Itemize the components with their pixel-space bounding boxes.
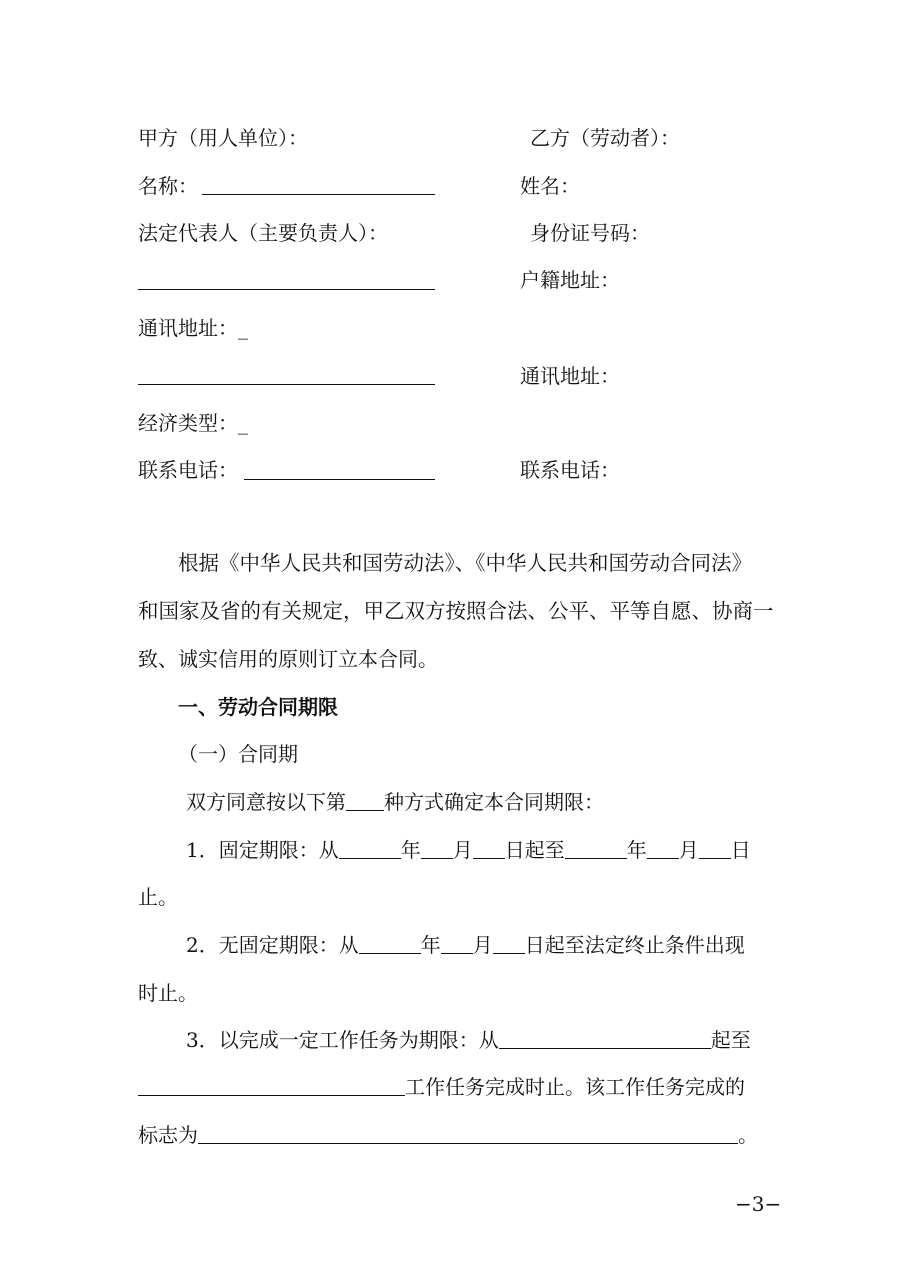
item-1-start-year-blank[interactable] xyxy=(339,840,401,859)
item-3-start-blank[interactable] xyxy=(499,1030,711,1049)
term-choice-text-a: 双方同意按以下第 xyxy=(186,790,346,814)
item-1-text-g: 日 xyxy=(730,838,751,862)
item-2-text-b: 年 xyxy=(420,933,441,957)
item-3-text-e: 。 xyxy=(738,1123,758,1147)
item-2-text-a: 2．无固定期限：从 xyxy=(186,933,359,957)
item-2-text-d: 日起至法定终止条件出现 xyxy=(524,933,745,957)
item-1-start-day-blank[interactable] xyxy=(473,840,505,859)
party-a-addr-label: 通讯地址：_ xyxy=(138,316,248,340)
party-b-addr-label: 通讯地址： xyxy=(520,364,620,388)
item-3-text-c: 工作任务完成时止。该工作任务完成的 xyxy=(405,1075,745,1099)
party-a-phone-label: 联系电话： xyxy=(138,458,238,482)
page-number: −3− xyxy=(735,1192,782,1216)
party-b-phone-label: 联系电话： xyxy=(520,458,620,482)
item-1-text-c: 月 xyxy=(452,838,473,862)
item-2-start-year-blank[interactable] xyxy=(359,935,421,954)
party-a-phone-blank[interactable] xyxy=(244,479,435,480)
intro-line-2: 和国家及省的有关规定，甲乙双方按照合法、公平、平等自愿、协商一 xyxy=(138,599,774,623)
item-2-text-c: 月 xyxy=(472,933,493,957)
item-3-line-3 xyxy=(138,1125,758,1145)
term-choice-blank[interactable] xyxy=(346,792,384,811)
item-1-end-month-blank[interactable] xyxy=(647,840,679,859)
item-1-text-f: 月 xyxy=(678,838,699,862)
item-3-text-d: 标志为 xyxy=(138,1123,198,1147)
item-3-text-a: 3．以完成一定工作任务为期限：从 xyxy=(186,1028,499,1052)
item-1-start-month-blank[interactable] xyxy=(421,840,453,859)
item-1-end-day-blank[interactable] xyxy=(699,840,731,859)
item-2-start-month-blank[interactable] xyxy=(441,935,473,954)
item-1-text-b: 年 xyxy=(400,838,421,862)
item-1-text-e: 年 xyxy=(626,838,647,862)
term-choice-text-b: 种方式确定本合同期限： xyxy=(384,790,604,814)
party-a-rep-label: 法定代表人（主要负责人）： xyxy=(138,221,388,245)
item-1-text-d: 日起至 xyxy=(504,838,565,862)
party-b-household-label: 户籍地址： xyxy=(520,268,620,292)
item-2-continuation: 时止。 xyxy=(138,981,198,1005)
item-2-line xyxy=(186,935,745,955)
party-b-name-label: 姓名： xyxy=(520,174,580,198)
term-choice-line xyxy=(186,792,604,812)
intro-line-1: 根据《中华人民共和国劳动法》、《中华人民共和国劳动合同法》 xyxy=(178,551,752,575)
party-a-econ-label: 经济类型：_ xyxy=(138,411,248,435)
item-3-completion-blank[interactable] xyxy=(198,1125,738,1144)
party-b-heading: 乙方（劳动者）： xyxy=(530,126,680,150)
item-1-line xyxy=(186,840,751,860)
item-3-line xyxy=(186,1030,751,1050)
item-3-end-blank[interactable] xyxy=(138,1077,405,1096)
item-3-text-b: 起至 xyxy=(710,1028,751,1052)
section-1-sub-1: （一）合同期 xyxy=(178,742,298,766)
party-a-name-blank[interactable] xyxy=(202,194,435,195)
section-1-title: 一、劳动合同期限 xyxy=(178,695,338,719)
intro-line-3: 致、诚实信用的原则订立本合同。 xyxy=(138,647,438,671)
item-1-end-year-blank[interactable] xyxy=(565,840,627,859)
party-b-id-label: 身份证号码： xyxy=(530,221,650,245)
party-a-heading: 甲方（用人单位）： xyxy=(138,126,308,150)
item-3-line-2 xyxy=(138,1077,745,1097)
item-1-text-a: 1．固定期限：从 xyxy=(186,838,339,862)
party-a-rep-blank[interactable] xyxy=(138,289,435,290)
item-1-continuation: 止。 xyxy=(138,885,178,909)
item-2-start-day-blank[interactable] xyxy=(493,935,525,954)
party-a-name-label: 名称： xyxy=(138,174,198,198)
party-a-addr-blank[interactable] xyxy=(138,384,435,385)
